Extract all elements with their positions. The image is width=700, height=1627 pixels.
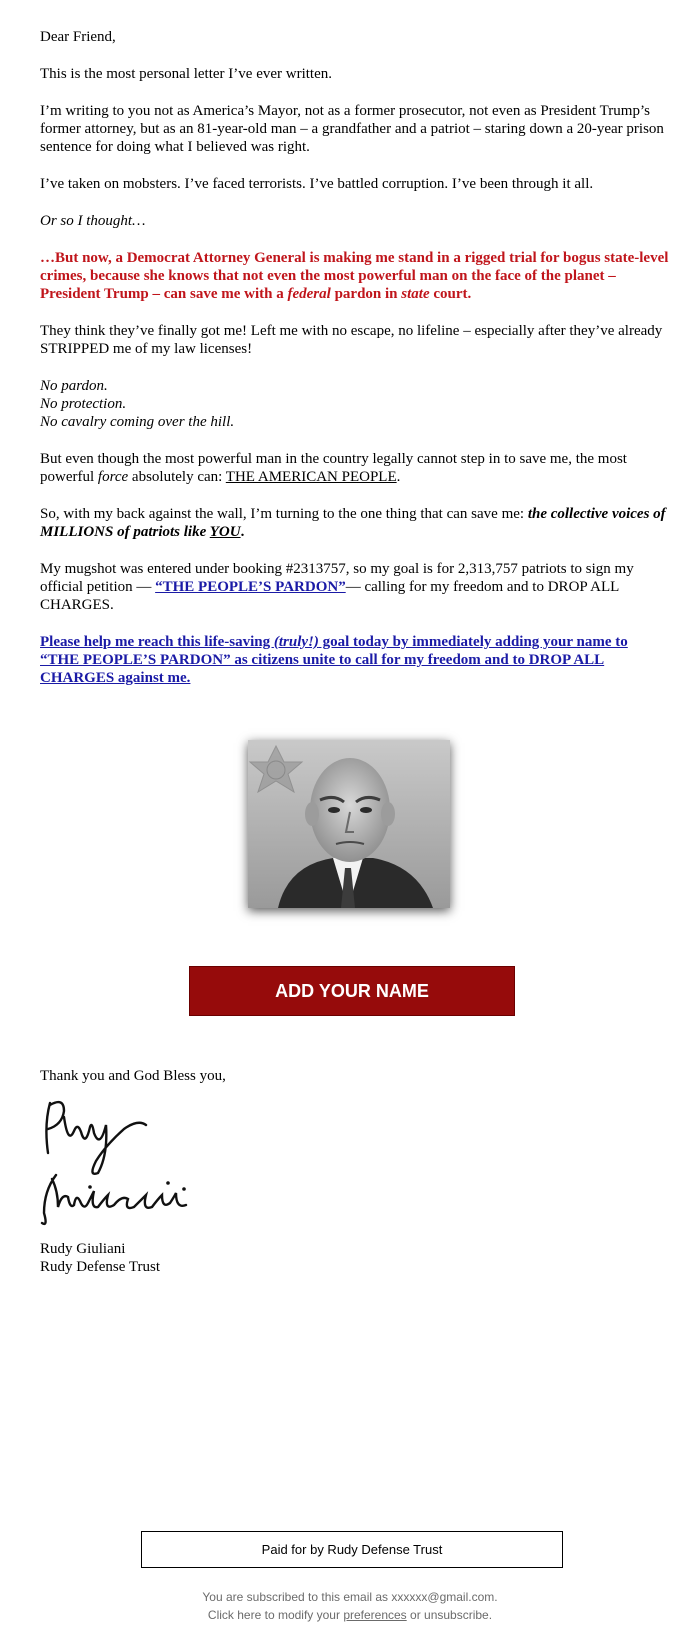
paragraph: This is the most personal letter I’ve ever written. [40,66,332,82]
italic-text: federal [287,286,331,302]
paragraph [40,450,670,486]
paragraph [40,377,670,431]
subscription-note: You are subscribed to this email as xxxxxx@gmail.com. [202,1590,498,1604]
peoples-pardon-link[interactable]: “THE PEOPLE’S PARDON” [155,579,346,595]
text: . [240,524,245,540]
italic-line: No cavalry coming over the hill. [40,414,235,430]
signer-org: Rudy Defense Trust [40,1259,161,1275]
text: absolutely can: [128,469,226,485]
greeting: Dear Friend, [40,29,116,45]
underlined-text: THE AMERICAN PEOPLE [225,469,397,485]
bold-italic-underlined-text: YOU [209,524,241,540]
italic-text: force [97,469,129,485]
paragraph [40,560,670,614]
text: But even though the most powerful man in the country legally cannot step in to save me, the most powerful [40,451,627,485]
signature-image [38,1095,198,1230]
text: pardon in [330,286,402,302]
add-name-link[interactable] [40,634,628,686]
preferences-link[interactable]: preferences [343,1608,407,1622]
link-text: goal today by immediately adding your name to “THE PEOPLE’S PARDON” as citizens unite to call for my freedom and to DROP ALL CHARGES against me. [40,634,628,686]
signer-name: Rudy Giuliani [40,1241,126,1257]
italic-text: state [401,286,430,302]
paragraph [40,633,670,687]
paragraph [40,212,670,230]
signature-block [40,1240,440,1276]
italic-line: No pardon. [40,378,108,394]
text: court. [429,286,472,302]
text: or unsubscribe. [406,1608,493,1622]
paid-for-box: Paid for by Rudy Defense Trust [141,1531,563,1568]
text: Click here to modify your [207,1608,344,1622]
email-footer [0,1588,700,1624]
text: My mugshot was entered under booking #2313757, so my goal is for 2,313,757 patriots to sign my official petition — [40,561,634,595]
italic-line: No protection. [40,396,127,412]
text: — calling for my freedom and to DROP ALL CHARGES. [40,579,619,613]
paragraph: I’ve taken on mobsters. I’ve faced terrorists. I’ve battled corruption. I’ve been through it all. [40,176,594,192]
paragraph [40,505,670,541]
letter-body [40,28,670,706]
add-your-name-button[interactable]: ADD YOUR NAME [189,966,515,1016]
red-paragraph [40,249,670,303]
mugshot-photo[interactable] [248,740,450,908]
closing-line: Thank you and God Bless you, [40,1068,226,1084]
bold-italic-text: the collective voices of MILLIONS of patriots like [40,506,666,540]
italic-text: Or so I thought… [40,213,146,229]
link-text: Please help me reach this life-saving [40,634,274,650]
text: So, with my back against the wall, I’m turning to the one thing that can save me: [40,506,528,522]
link-italic-text: (truly!) [273,634,319,650]
text: . [396,469,401,485]
mugshot-image [248,740,450,908]
text: …But now, a Democrat Attorney General is making me stand in a rigged trial for bogus state-level crimes, because she knows that not even the most powerful man on the face of the planet – President Trump – can save me with a [40,250,669,302]
paragraph: I’m writing to you not as America’s Mayor, not as a former prosecutor, not even as President Trump’s former attorney, but as an 81-year-old man – a grandfather and a patriot – staring down a 20-year prison sentence for doing what I believed was right. [40,103,664,155]
modify-line [0,1606,700,1624]
paragraph: They think they’ve finally got me! Left me with no escape, no lifeline – especially after they’ve already STRIPPED me of my law licenses! [40,323,663,357]
